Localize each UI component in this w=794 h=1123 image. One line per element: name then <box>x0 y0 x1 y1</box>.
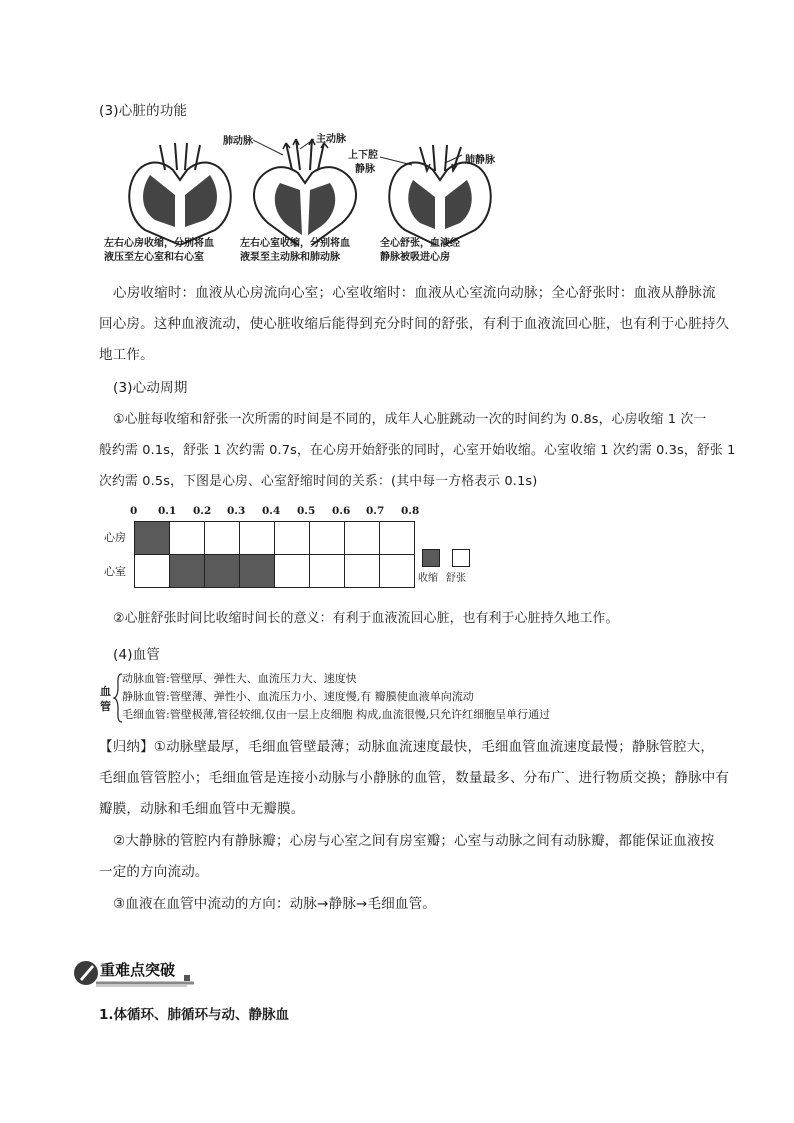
section-heading-vessels: (4)血管 <box>113 647 161 663</box>
tick-label: 0.8 <box>401 505 420 517</box>
grid-cell <box>239 554 275 588</box>
tick-label: 0.2 <box>193 505 212 517</box>
label-vena-cava-1: 上下腔 <box>348 150 378 161</box>
grid-cell <box>169 554 205 588</box>
grid-cell <box>379 521 415 555</box>
summary-paragraph-1: 【归纳】①动脉壁最厚，毛细血管壁最薄；动脉血流速度最快，毛细血管血流速度最慢；静脉管腔大， 毛细血管管腔小；毛细血管是连接小动脉与小静脉的血管，数量最多、分布广、进行物质交换；静脉中有 瓣膜，动脉和毛细血管中无瓣膜。 <box>99 739 730 817</box>
paragraph-cardiac-cycle: ①心脏每收缩和舒张一次所需的时间是不同的，成年人心脏跳动一次的时间约为 0.8s，心房收缩 1 次一 般约需 0.1s，舒张 1 次约需 0.7s，在心房开始舒张的同时，心室开始收缩。心室收缩 1 次约需 0.3s，舒张 1 次约需 0.5s，下图是心房、心室舒缩时间的关系：(其中每一方格表示 0.1s) <box>99 412 736 489</box>
banner-title: 重难点突破 <box>100 961 176 979</box>
section-heading-heart-function: (3)心脏的功能 <box>99 103 188 119</box>
grid-cell <box>309 554 345 588</box>
grid-cell <box>379 554 415 588</box>
tick-label: 0.3 <box>227 505 246 517</box>
caption-atria: 左右心房收缩，分别将血 液压至左心室和右心室 <box>104 238 214 263</box>
paragraph-meaning: ②心脏舒张时间比收缩时间长的意义：有利于血液流回心脏，也有利于心脏持久地工作。 <box>113 611 619 626</box>
summary-paragraph-2: ②大静脉的管腔内有静脉瓣；心房与心室之间有房室瓣；心室与动脉之间有动脉瓣，都能保证血液按 一定的方向流动。 <box>99 833 715 880</box>
banner <box>72 957 197 989</box>
grid-cell <box>309 521 345 555</box>
grid-cell <box>204 521 240 555</box>
legend-relax-label: 舒张 <box>446 573 466 584</box>
grid-cell <box>274 554 310 588</box>
heart-atria-contract-icon <box>129 143 231 245</box>
label-pulmonary-artery: 肺动脉 <box>223 136 253 147</box>
brace-label-2: 管 <box>100 700 111 713</box>
caption-relax: 全心舒张，血液经 静脉被吸进心房 <box>380 238 460 263</box>
grid-cell <box>274 521 310 555</box>
tick-label: 0.4 <box>262 505 281 517</box>
grid-cell <box>344 554 380 588</box>
tick-label: 0.1 <box>158 505 177 517</box>
paragraph-flow: 心房收缩时：血液从心房流向心室；心室收缩时：血液从心室流向动脉；全心舒张时：血液从静脉流 回心房。这种血液流动，使心脏收缩后能得到充分时间的舒张，有利于血液流回心脏，也有利于心脏持久 地工作。 <box>99 285 730 363</box>
brace-label-1: 血 <box>100 685 111 698</box>
legend-relax-swatch <box>452 549 470 567</box>
row-label-atrium: 心房 <box>104 531 126 544</box>
heart-diagrams <box>100 125 520 245</box>
grid-cell <box>169 521 205 555</box>
grid-cell <box>134 521 170 555</box>
row-label-ventricle: 心室 <box>104 565 126 578</box>
tick-label: 0 <box>130 505 138 517</box>
legend-contract-label: 收缩 <box>418 573 438 584</box>
legend-contract-swatch <box>422 549 440 567</box>
grid-cell <box>134 554 170 588</box>
vessel-capillary: 毛细血管:管壁极薄,管径较细,仅由一层上皮细胞 构成,血流很慢,只允许红细胞呈单行通过 <box>122 708 551 721</box>
caption-ventricles: 左右心室收缩，分别将血 液泵至主动脉和肺动脉 <box>240 238 350 263</box>
tick-label: 0.7 <box>366 505 385 517</box>
section-heading-cardiac-cycle: (3)心动周期 <box>113 380 188 396</box>
vessel-artery: 动脉血管:管壁厚、弹性大、血流压力大、速度快 <box>122 672 357 685</box>
grid-cell <box>239 521 275 555</box>
label-pulmonary-vein: 肺静脉 <box>465 155 495 166</box>
grid-cell <box>344 521 380 555</box>
vessel-vein: 静脉血管:管壁薄、弹性小、血流压力小、速度慢,有 瓣膜使血液单向流动 <box>122 690 474 703</box>
tick-label: 0.6 <box>332 505 351 517</box>
cardiac-cycle-grid <box>100 505 500 597</box>
label-vena-cava-2: 静脉 <box>355 164 375 175</box>
heart-ventricles-contract-icon <box>254 139 356 245</box>
label-aorta: 主动脉 <box>316 134 346 145</box>
summary-paragraph-3: ③血液在血管中流动的方向：动脉→静脉→毛细血管。 <box>113 896 437 912</box>
vessels-block <box>100 671 660 725</box>
grid-cell <box>204 554 240 588</box>
subheading: 1.体循环、肺循环与动、静脉血 <box>99 1007 290 1023</box>
tick-label: 0.5 <box>297 505 316 517</box>
